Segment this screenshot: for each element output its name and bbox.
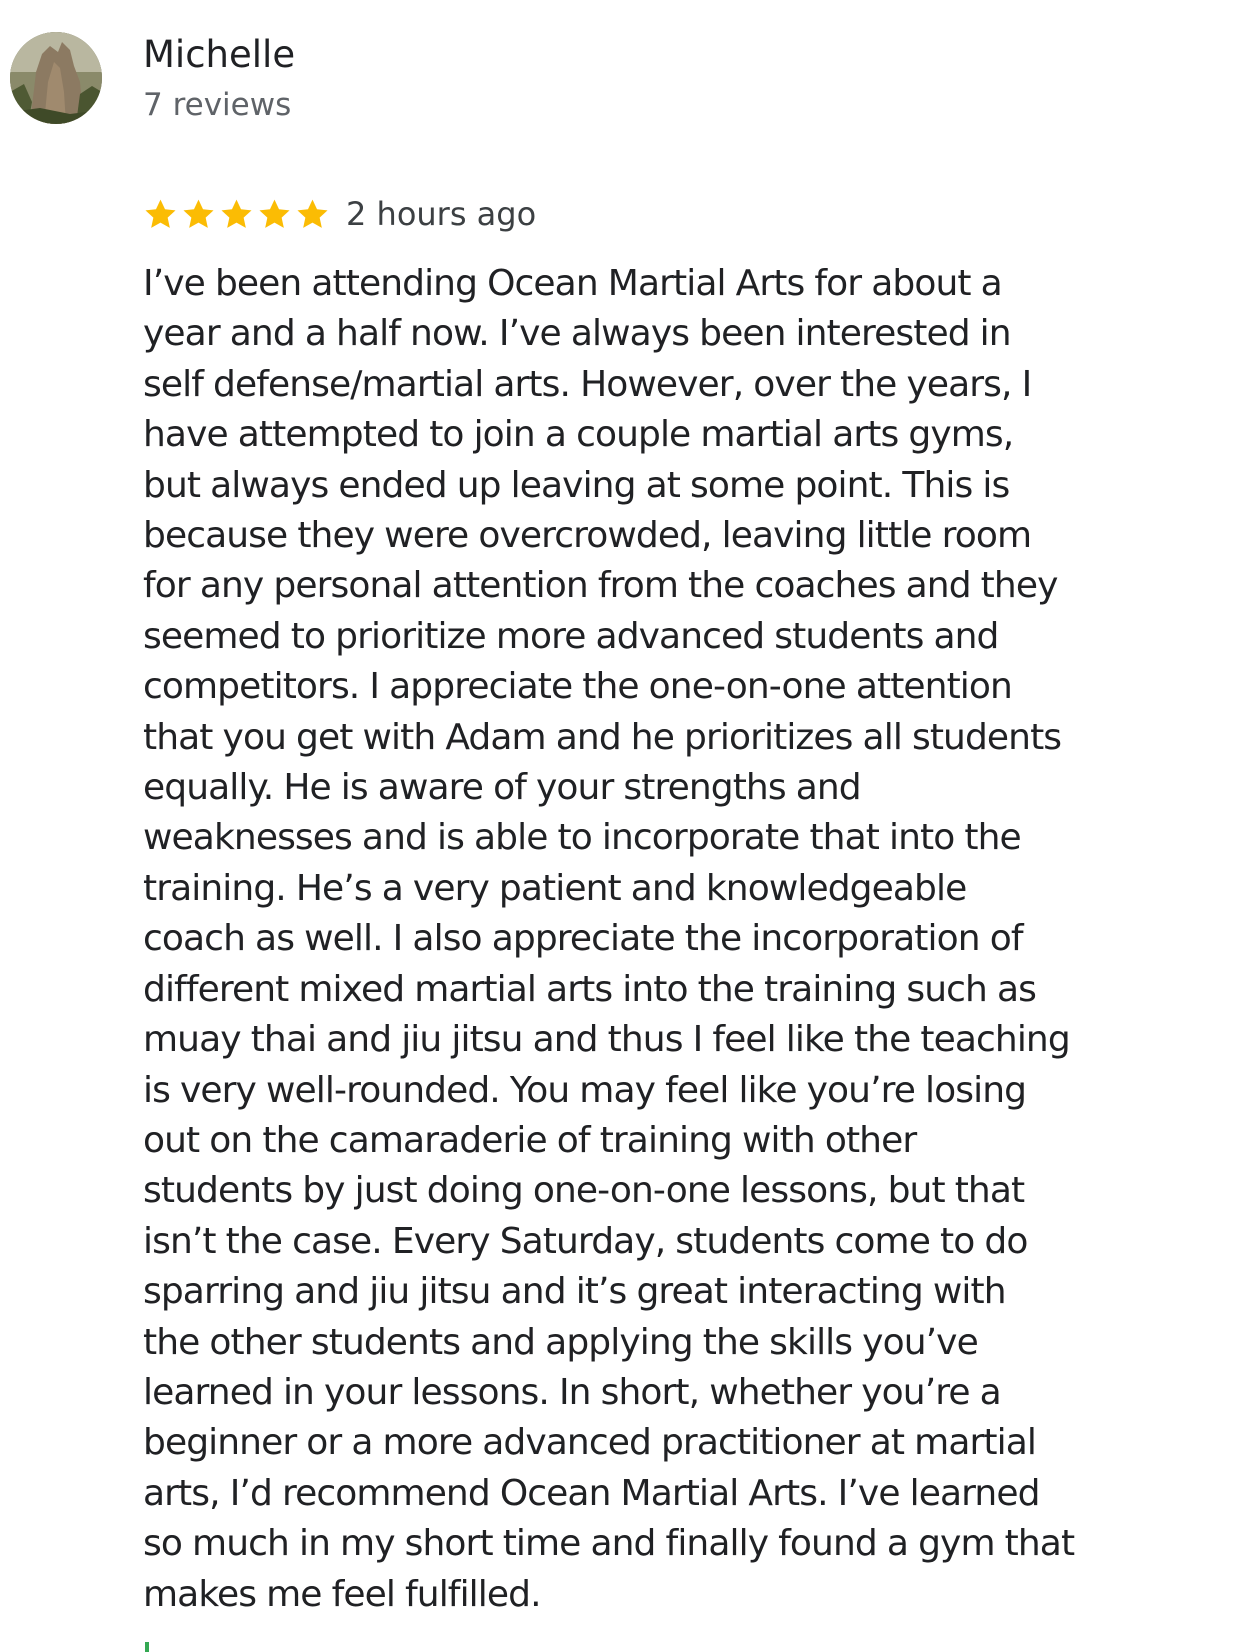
review-text-line: for any personal attention from the coaches and they [143,565,1058,607]
review-text-line: competitors. I appreciate the one-on-one attention [143,666,1012,708]
review-text-line: so much in my short time and finally found a gym that [143,1523,1075,1565]
review-text-line: weaknesses and is able to incorporate that into the [143,817,1021,859]
review-text-line: beginner or a more advanced practitioner at martial [143,1422,1036,1464]
review-timestamp: 2 hours ago [346,195,537,233]
review-text-line: arts, I’d recommend Ocean Martial Arts. I’ve learned [143,1472,1040,1514]
review-text-line: different mixed martial arts into the training such as [143,968,1036,1010]
review-text-line: I’ve been attending Ocean Martial Arts for about a [143,263,1002,304]
star-icon [219,197,254,232]
review-text-line: year and a half now. I’ve always been interested in [143,313,1011,355]
review-text-line: because they were overcrowded, leaving little room [143,515,1032,557]
review-text-line: self defense/martial arts. However, over the years, I [143,363,1032,405]
review-text-line: but always ended up leaving at some point. This is [143,464,1010,506]
review-text-line: makes me feel fulfilled. [143,1573,541,1615]
review-text-line: sparring and jiu jitsu and it’s great interacting with [143,1271,1006,1313]
star-icon [295,197,330,232]
mountain-landscape-avatar-icon [10,32,102,124]
reviewer-avatar[interactable] [10,32,102,124]
reviewer-name[interactable]: Michelle [143,33,296,76]
star-icon [143,197,178,232]
review-text-line: that you get with Adam and he prioritizes all students [143,716,1062,758]
review-text-line: learned in your lessons. In short, whether you’re a [143,1371,1001,1413]
review-text-line: coach as well. I also appreciate the incorporation of [143,918,1023,960]
cut-off-action-icon [145,1642,149,1652]
review-text-line: muay thai and jiu jitsu and thus I feel like the teaching [143,1019,1070,1061]
review-text-line: have attempted to join a couple martial arts gyms, [143,414,1014,456]
review-text-line: equally. He is aware of your strengths and [143,767,861,809]
review-text-line: training. He’s a very patient and knowledgeable [143,867,967,909]
star-icon [257,197,292,232]
review-text-line: seemed to prioritize more advanced students and [143,615,999,657]
review-text-line: the other students and applying the skills you’ve [143,1321,978,1363]
reviewer-review-count[interactable]: 7 reviews [143,87,292,123]
star-rating [143,197,330,232]
review-text-line: out on the camaraderie of training with other [143,1119,917,1161]
star-icon [181,197,216,232]
rating-row [143,192,536,236]
review-text-line: isn’t the case. Every Saturday, students come to do [143,1220,1028,1262]
review-text-line: is very well-rounded. You may feel like you’re losing [143,1069,1027,1111]
review-text-line: students by just doing one-on-one lessons, but that [143,1170,1025,1212]
review-text [143,259,1223,1620]
